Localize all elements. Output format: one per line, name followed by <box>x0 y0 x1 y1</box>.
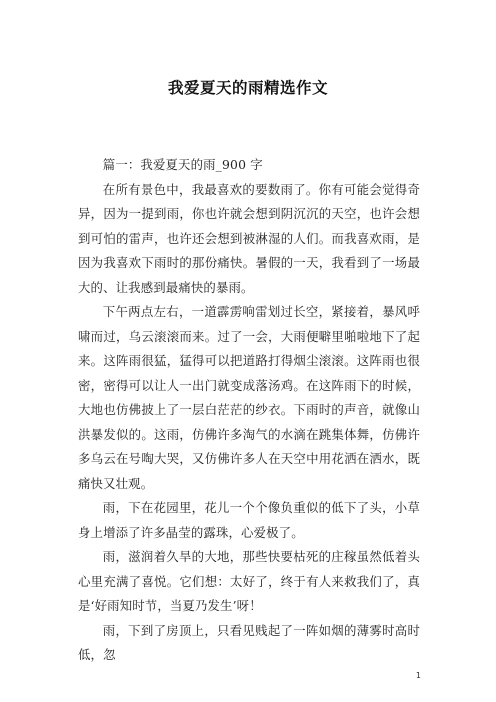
paragraph: 雨，下在花园里，花儿一个个像负重似的低下了头，小草身上增添了许多晶莹的露珠，心爱极了。 <box>78 500 420 540</box>
document-title: 我爱夏天的雨精选作文 <box>167 79 328 97</box>
paragraph: 雨，下到了房顶上，只看见贱起了一阵如烟的薄雾时高时低，忽 <box>78 622 420 662</box>
paragraph-heading: 篇一：我爱夏天的雨_900 字 <box>102 157 263 172</box>
paragraph: 雨，滋润着久旱的大地，那些快要枯死的庄稼虽然低着头心里充满了喜悦。它们想：太好了，终于有人来救我们了，真是‘好雨知时节，当夏乃发生’呀！ <box>78 549 420 613</box>
paragraph: 在所有景色中，我最喜欢的要数雨了。你有可能会觉得奇异，因为一提到雨，你也许就会想到阴沉沉的天空，也许会想到可怕的雷声，也许还会想到被淋湿的人们。而我喜欢雨，是因为我喜欢下雨时的那份痛快。暑假的一天，我看到了一场最大的、让我感到最痛快的暴雨。 <box>78 181 420 295</box>
document-body <box>78 153 420 668</box>
paragraph: 下午两点左右，一道霹雳响雷划过长空，紧接着，暴风呼啸而过，乌云滚滚而来。过了一会，大雨便噼里啪啦地下了起来。这阵雨很猛，猛得可以把道路打得烟尘滚滚。这阵雨也很密，密得可以让人一出门就变成落汤鸡。在这阵雨下的时候，大地也仿佛披上了一层白茫茫的纱衣。下雨时的声音，就像山洪暴发似的。这雨，仿佛许多淘气的水滴在跳集体舞，仿佛许多乌云在号啕大哭，又仿佛许多人在天空中用花洒在洒水，既痛快又壮观。 <box>78 304 420 491</box>
page-number: 1 <box>415 671 421 680</box>
